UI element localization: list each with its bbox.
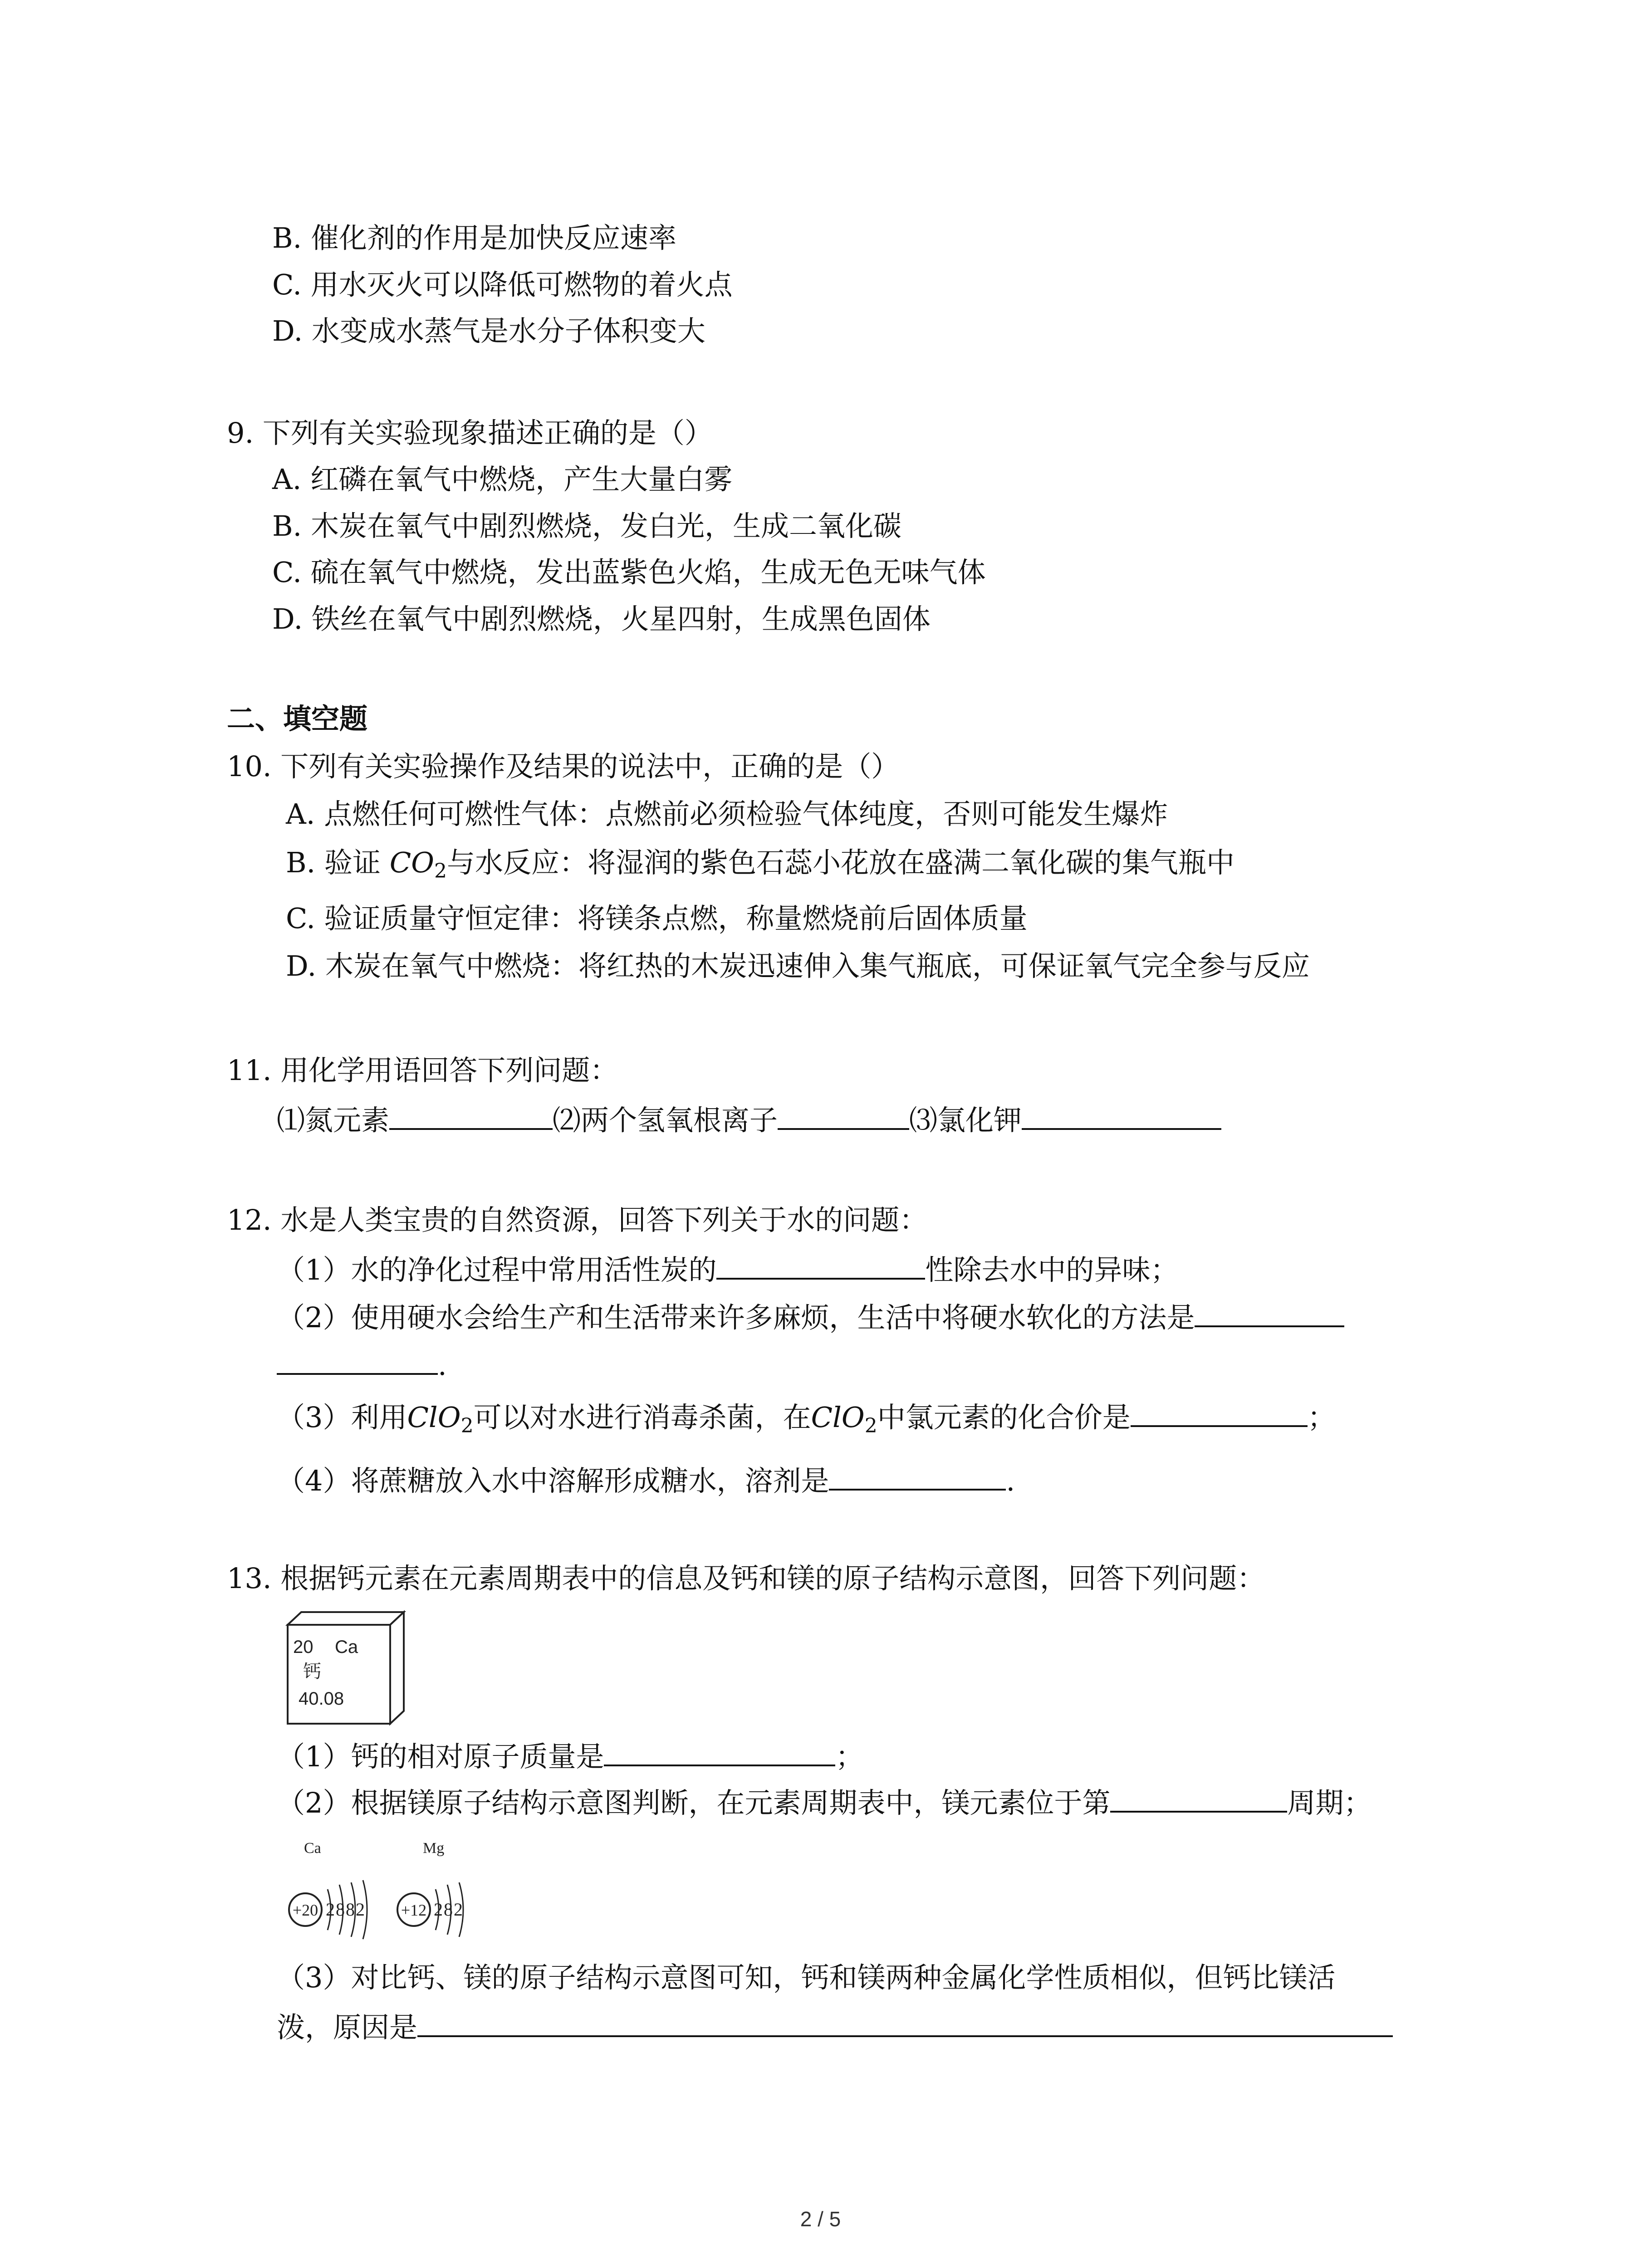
- element-symbol: Ca: [335, 1637, 358, 1657]
- q12-part3-text: （3）利用: [277, 1401, 407, 1434]
- q13-blank-1[interactable]: [604, 1736, 835, 1766]
- q13-part1-end: ；: [835, 1740, 864, 1773]
- q13-part3-line2: [277, 2007, 1393, 2046]
- q12-blank-1[interactable]: [716, 1250, 925, 1280]
- mg-electron-shells: 282: [434, 1899, 464, 1920]
- q9-option-c: C. 硫在氧气中燃烧，发出蓝紫色火焰，生成无色无味气体: [272, 556, 986, 589]
- q10-option-b-text: 与水反应：将湿润的紫色石蕊小花放在盛满二氧化碳的集气瓶中: [446, 846, 1234, 879]
- q10-option-b-prefix: B. 验证: [286, 846, 390, 879]
- q11-part3-label: ⑶氯化钾: [909, 1104, 1022, 1137]
- q12-part2-cont: [277, 1345, 447, 1383]
- atomic-mass: 40.08: [299, 1689, 344, 1709]
- q8-option-d: D. 水变成水蒸气是水分子体积变大: [272, 314, 705, 347]
- q9-option-a: A. 红磷在氧气中燃烧，产生大量白雾: [272, 463, 733, 496]
- clo2-formula-2: ClO$_2$: [811, 1401, 877, 1437]
- q12-part3-end: ；: [1307, 1401, 1336, 1434]
- calcium-element-cell: [285, 1609, 407, 1727]
- q9-option-b: B. 木炭在氧气中剧烈燃烧，发白光，生成二氧化碳: [272, 509, 901, 543]
- ca-nucleus-charge: +20: [292, 1901, 318, 1919]
- mg-nucleus-charge: +12: [401, 1901, 427, 1919]
- ca-label: Ca: [304, 1840, 321, 1857]
- q11-stem: 11. 用化学用语回答下列问题：: [227, 1054, 618, 1087]
- q12-part3: [277, 1397, 1336, 1444]
- q9-stem: 9. 下列有关实验现象描述正确的是（）: [227, 416, 713, 450]
- q11-blank-2[interactable]: [778, 1100, 909, 1130]
- q12-part1-text-end: 性除去水中的异味；: [925, 1253, 1179, 1286]
- ca-electron-shells: 2882: [326, 1899, 366, 1920]
- q12-part1-text: （1）水的净化过程中常用活性炭的: [277, 1253, 717, 1286]
- q11-parts: [277, 1100, 1221, 1139]
- q13-part1: [277, 1736, 863, 1775]
- q13-part2-text: （2）根据镁原子结构示意图判断，在元素周期表中，镁元素位于第: [277, 1786, 1111, 1819]
- q12-part3-mid: 可以对水进行消毒杀菌，在: [473, 1401, 811, 1434]
- q13-blank-3[interactable]: [417, 2007, 1393, 2037]
- q11-blank-1[interactable]: [389, 1100, 553, 1130]
- q13-part3-text: 泼，原因是: [277, 2011, 418, 2044]
- q12-part4-text: （4）将蔗糖放入水中溶解形成糖水，溶剂是: [277, 1464, 829, 1497]
- q11-part1-label: ⑴氮元素: [277, 1104, 390, 1137]
- q13-part2-end: 周期；: [1287, 1786, 1372, 1819]
- q12-part2: [277, 1297, 1344, 1336]
- clo2-formula: ClO$_2$: [407, 1401, 474, 1437]
- q13-part2: [277, 1783, 1372, 1821]
- q13-part1-text: （1）钙的相对原子质量是: [277, 1740, 604, 1773]
- q11-blank-3[interactable]: [1022, 1100, 1221, 1130]
- q12-blank-4[interactable]: [829, 1461, 1006, 1491]
- q12-blank-2b[interactable]: [277, 1345, 438, 1375]
- q10-stem: 10. 下列有关实验操作及结果的说法中，正确的是（）: [227, 750, 900, 783]
- q10-option-b: [286, 845, 1234, 890]
- q12-part1: [277, 1250, 1178, 1288]
- atomic-number: 20: [293, 1637, 314, 1657]
- q8-option-b: B. 催化剂的作用是加快反应速率: [272, 221, 676, 254]
- q12-stem: 12. 水是人类宝贵的自然资源，回答下列关于水的问题：: [227, 1203, 928, 1237]
- q13-part3-line1: （3）对比钙、镁的原子结构示意图可知，钙和镁两种金属化学性质相似，但钙比镁活: [277, 1961, 1336, 1994]
- co2-formula: $CO_2$: [389, 846, 447, 883]
- q12-blank-2a[interactable]: [1195, 1297, 1344, 1327]
- q12-part2-period: .: [438, 1349, 447, 1382]
- page-number: 2 / 5: [800, 2207, 841, 2231]
- element-name: 钙: [303, 1661, 321, 1682]
- q12-blank-3[interactable]: [1131, 1397, 1308, 1427]
- q12-part2-text: （2）使用硬水会给生产和生活带来许多麻烦，生活中将硬水软化的方法是: [277, 1301, 1195, 1334]
- q9-option-d: D. 铁丝在氧气中剧烈燃烧，火星四射，生成黑色固体: [272, 602, 931, 635]
- q12-part4-period: .: [1006, 1464, 1015, 1497]
- q13-stem: 13. 根据钙元素在元素周期表中的信息及钙和镁的原子结构示意图，回答下列问题：: [227, 1562, 1265, 1595]
- mg-label: Mg: [423, 1840, 445, 1857]
- q12-part4: [277, 1461, 1015, 1499]
- q8-option-c: C. 用水灭火可以降低可燃物的着火点: [272, 268, 733, 301]
- q11-part2-label: ⑵两个氢氧根离子: [553, 1104, 778, 1137]
- q10-option-d: D. 木炭在氧气中燃烧：将红热的木炭迅速伸入集气瓶底，可保证氧气完全参与反应: [286, 949, 1310, 982]
- q10-option-a: A. 点燃任何可燃性气体：点燃前必须检验气体纯度，否则可能发生爆炸: [286, 797, 1168, 831]
- section-title: 二、填空题: [227, 702, 368, 735]
- atomic-structure-diagrams: [277, 1835, 513, 1953]
- q13-blank-2[interactable]: [1110, 1783, 1287, 1813]
- q12-part3-post: 中氯元素的化合价是: [877, 1401, 1131, 1434]
- q10-option-c: C. 验证质量守恒定律：将镁条点燃，称量燃烧前后固体质量: [286, 902, 1028, 935]
